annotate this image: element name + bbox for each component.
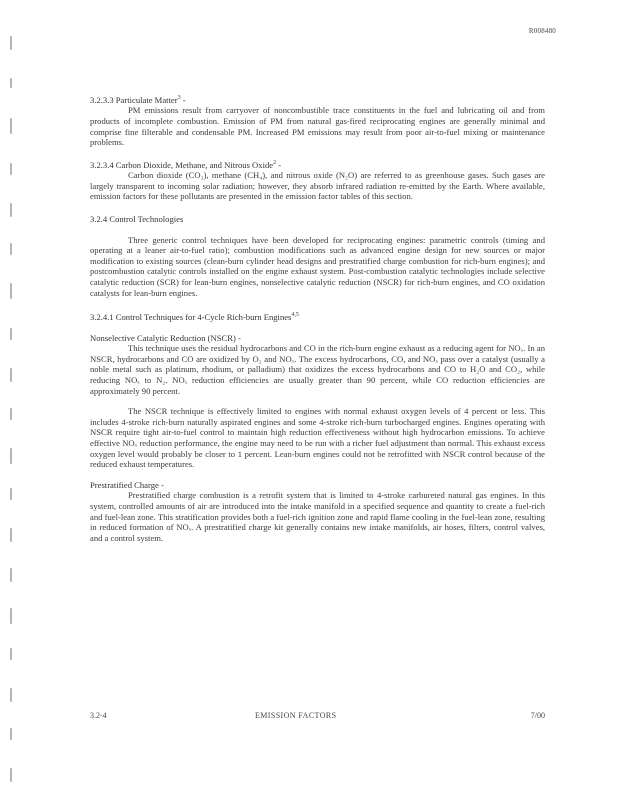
paragraph-nscr-1: This technique uses the residual hydrocarbons and CO in the rich-burn engine exhaust as a reducing agent for NOₓ. In an NSCR, hydrocarbons and CO are oxidized by O₂ and NOₓ. The excess hydrocarbons, CO, and NOₓ pass over a catalyst (usually a noble metal such as platinum, rhodium, or palladium) that oxidizes the excess hydrocarbons and CO to H₂O and CO₂, while reducing NOₓ to N₂. NOₓ reduction efficiencies are usually greater than 90 percent, while CO reduction efficiencies are approximately 90 percent. [90, 343, 545, 396]
paragraph-ghg: Carbon dioxide (CO₂), methane (CH₄), and nitrous oxide (N₂O) are referred to as greenhouse gases. Such gases are largely transparent to incoming solar radiation; however, they absorb infrared radiation re-emitted by the Earth. Where available, emission factors for these pollutants are presented in the emission factor tables of this section. [90, 170, 545, 202]
paragraph-control: Three generic control techniques have been developed for reciprocating engines: parametric controls (timing and operating at a leaner air-to-fuel ratio); combustion modifications such as advanced engine design for new sources or major modification to existing sources (clean-burn cylinder head designs and prestratified charge combustion for rich-burn engines); and postcombustion catalytic controls installed on the engine exhaust system. Post-combustion catalytic technologies include selective catalytic reduction (SCR) for lean-burn engines, nonselective catalytic reduction (NSCR) for rich-burn engines, and CO oxidation catalysts for lean-burn engines. [90, 234, 545, 298]
section-heading-pm: 3.2.3.3 Particulate Matter$^3$ - [90, 94, 186, 105]
paragraph-pm: PM emissions result from carryover of noncombustible trace constituents in the fuel and lubricating oil and from products of incomplete combustion. Emission of PM from natural gas-fired reciprocating engines are generally minimal and comprise fine filterable and condensable PM. Increased PM emissions may result from poor air-to-fuel mixing or maintenance problems. [90, 105, 545, 148]
footer-page-number: 3.2-4 [90, 711, 107, 720]
paragraph-nscr-2: The NSCR technique is effectively limited to engines with normal exhaust oxygen levels of 4 percent or less. This includes 4-stroke rich-burn naturally aspirated engines and some 4-stroke rich-burn turbocharged engines. Engines operating with NSCR require tight air-to-fuel control to maintain high reduction effectiveness without high hydrocarbon emissions. To achieve effective NOₓ reduction performance, the engine may need to be run with a richer fuel adjustment than normal. This exhaust excess oxygen level would probably be closer to 1 percent. Lean-burn engines could not be retrofitted with NSCR control because of the reduced exhaust temperatures. [90, 406, 545, 470]
subheading-prestratified-charge: Prestratified Charge - [90, 479, 164, 490]
section-heading-ghg: 3.2.3.4 Carbon Dioxide, Methane, and Nitrous Oxide$^2$ - [90, 159, 282, 170]
page-footer [90, 711, 545, 723]
paragraph-prestratified-charge: Prestratified charge combustion is a retrofit system that is limited to 4-stroke carbureted natural gas engines. In this system, controlled amounts of air are introduced into the intake manifold in a specified sequence and quantity to create a fuel-rich and fuel-lean zone. This stratification provides both a fuel-rich ignition zone and rapid flame cooling in the fuel-lean zone, resulting in reduced formation of NOₓ. A prestratified charge kit generally contains new intake manifolds, air hoses, filters, control valves, and a control system. [90, 490, 545, 543]
section-heading-control: 3.2.4 Control Technologies [90, 214, 184, 225]
document-id: R008480 [528, 27, 556, 35]
footer-title: EMISSION FACTORS [255, 711, 337, 720]
section-heading-rich-burn: 3.2.4.1 Control Techniques for 4-Cycle Rich-burn Engines$^{4,5}$ [90, 312, 299, 323]
subheading-nscr: Nonselective Catalytic Reduction (NSCR) - [90, 332, 241, 343]
binding-margin-marks [4, 28, 24, 788]
footer-date: 7/00 [530, 711, 545, 720]
document-body [90, 93, 545, 543]
